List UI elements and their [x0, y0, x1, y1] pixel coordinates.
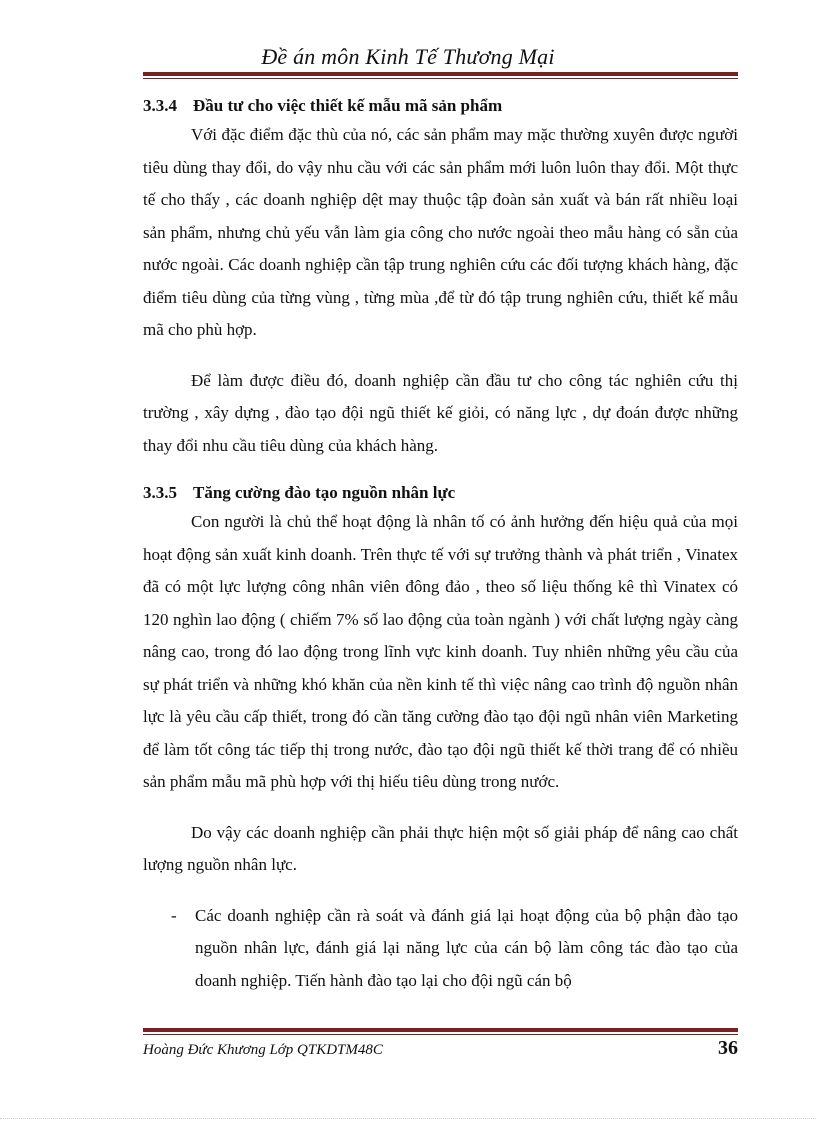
section-number: 3.3.5 — [143, 483, 177, 502]
section-heading-3-3-5 — [143, 480, 738, 506]
section-heading-3-3-4 — [143, 93, 738, 119]
paragraph: Con người là chủ thể hoạt động là nhân tố có ảnh hưởng đến hiệu quả của mọi hoạt động sản xuất kinh doanh. Trên thực tế với sự trưởng thành và phát triển , Vinatex đã có một lực lượng công nhân viên đông đảo , theo số liệu thống kê thì Vinatex có 120 nghìn lao động ( chiếm 7% số lao động của toàn ngành ) với chất lượng ngày càng nâng cao, trong đó lao động trong lĩnh vực kinh doanh. Tuy nhiên những yêu cầu của sự phát triển và những khó khăn của nền kinh tế thì việc nâng cao trình độ nguồn nhân lực là yêu cầu cấp thiết, trong đó cần tăng cường đào tạo đội ngũ nhân viên Marketing để làm tốt công tác tiếp thị trong nước, đào tạo đội ngũ thiết kế thời trang để có nhiều sản phẩm mẫu mã phù hợp với thị hiếu tiêu dùng trong nước. — [143, 512, 738, 791]
paragraph: Để làm được điều đó, doanh nghiệp cần đầu tư cho công tác nghiên cứu thị trường , xây dựng , đào tạo đội ngũ thiết kế giỏi, có năng lực , dự đoán được những thay đổi nhu cầu tiêu dùng của khách hàng. — [143, 370, 738, 455]
section-title: Tăng cường đào tạo nguồn nhân lực — [193, 483, 456, 502]
bullet-text: Các doanh nghiệp cần rà soát và đánh giá lại hoạt động của bộ phận đào tạo nguồn nhân lực, đánh giá lại năng lực của cán bộ làm công tác đào tạo của doanh nghiệp. Tiến hành đào tạo lại cho đội ngũ cán bộ — [195, 905, 738, 990]
paragraph: Do vậy các doanh nghiệp cần phải thực hiện một số giải pháp để nâng cao chất lượng nguồn nhân lực. — [143, 822, 738, 874]
page-number: 36 — [718, 1037, 738, 1059]
document-body — [143, 93, 738, 997]
paragraph: Với đặc điểm đặc thù của nó, các sản phẩm may mặc thường xuyên được người tiêu dùng thay đổi, do vậy nhu cầu với các sản phẩm mới luôn luôn thay đổi. Một thực tế cho thấy , các doanh nghiệp dệt may thuộc tập đoàn sản xuất và bán rất nhiều loại sản phẩm, nhưng chủ yếu vẫn làm gia công cho nước ngoài theo mẫu hàng có sẵn của nước ngoài. Các doanh nghiệp cần tập trung nghiên cứu các đối tượng khách hàng, đặc điểm tiêu dùng của từng vùng , từng mùa ,để từ đó tập trung nghiên cứu, thiết kế mẫu mã cho phù hợp. — [143, 125, 738, 339]
section-title: Đầu tư cho việc thiết kế mẫu mã sản phẩm — [193, 96, 503, 115]
section-number: 3.3.4 — [143, 96, 177, 115]
footer-rule — [143, 1028, 738, 1035]
page-edge-dotted-line — [0, 1118, 816, 1119]
list-item — [143, 900, 738, 998]
footer-author: Hoàng Đức Khương Lớp QTKDTM48C — [143, 1042, 383, 1058]
page-header-title: Đề án môn Kinh Tế Thương Mại — [261, 44, 555, 69]
header-rule — [143, 72, 738, 79]
bullet-marker: - — [171, 905, 177, 925]
